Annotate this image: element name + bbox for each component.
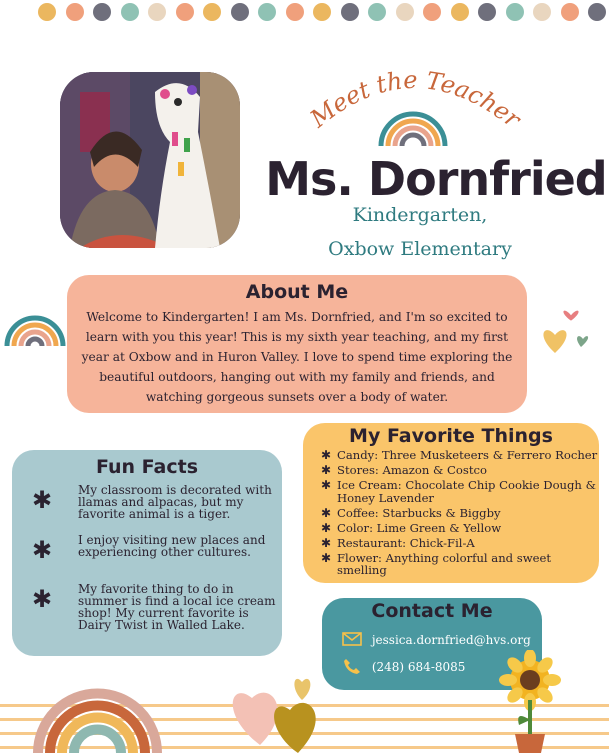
- teacher-name: Ms. Dornfried: [265, 152, 607, 206]
- fun-fact-text: My favorite thing to do in summer is find a local ice cream shop! My current favorite is Dairy Twist in Walled Lake.: [78, 582, 276, 632]
- contact-phone-row: [342, 658, 465, 674]
- list-item: ✱ Color: Lime Green & Yellow: [321, 520, 502, 535]
- decorative-dot: [313, 3, 331, 21]
- fun-fact-item: [32, 534, 272, 570]
- contact-heading: Contact Me: [371, 600, 493, 622]
- meet-text: Meet the Teacher: [304, 65, 526, 134]
- small-rainbow-icon: [381, 114, 445, 146]
- sunflower-icon: [495, 650, 565, 753]
- fun-fact-text: My classroom is decorated with llamas and alpacas, but my favorite animal is a tiger.: [78, 483, 272, 521]
- grade-label: Kindergarten,: [352, 204, 488, 226]
- decorative-dot: [368, 3, 386, 21]
- list-item: ✱ Candy: Three Musketeers & Ferrero Rocher: [321, 448, 598, 462]
- decorative-dot: [478, 3, 496, 21]
- favorite-things-heading: My Favorite Things: [349, 425, 553, 447]
- decorative-dot: [286, 3, 304, 21]
- list-item: ✱ Flower: Anything colorful and sweet smelling: [321, 550, 552, 577]
- decorative-dot: [258, 3, 276, 21]
- bottom-hearts-icon: [210, 660, 340, 753]
- school-label: Oxbow Elementary: [328, 238, 512, 260]
- list-item: ✱ Restaurant: Chick-Fil-A: [321, 535, 475, 550]
- fun-facts-card: [12, 450, 282, 656]
- asterisk-icon: ✱: [32, 585, 53, 613]
- decorative-dot: [38, 3, 56, 21]
- favorite-things-card: [303, 423, 599, 583]
- asterisk-icon: ✱: [32, 486, 53, 514]
- decorative-dot: [423, 3, 441, 21]
- decorative-dot: [396, 3, 414, 21]
- decorative-dot: [231, 3, 249, 21]
- email-link[interactable]: jessica.dornfried@hvs.org: [371, 633, 531, 647]
- list-item: ✱ Coffee: Starbucks & Biggby: [321, 505, 501, 520]
- decorative-dot: [533, 3, 551, 21]
- asterisk-icon: ✱: [321, 448, 332, 462]
- decorative-dot: [176, 3, 194, 21]
- decorative-dot: [588, 3, 606, 21]
- contact-email-row: [342, 632, 531, 647]
- decorative-dot: [341, 3, 359, 21]
- fun-facts-heading: Fun Facts: [95, 456, 199, 478]
- decorative-dot: [506, 3, 524, 21]
- favorite-things-list: [321, 449, 599, 577]
- asterisk-icon: ✱: [321, 478, 332, 492]
- rainbow-icon: [4, 308, 66, 348]
- list-item: ✱ Ice Cream: Chocolate Chip Cookie Dough & Honey Lavender: [321, 478, 596, 505]
- phone-number[interactable]: (248) 684-8085: [371, 660, 466, 674]
- svg-text:Meet the Teacher: [304, 66, 527, 134]
- decorative-dot: [66, 3, 84, 21]
- fun-fact-item: [32, 582, 276, 643]
- teacher-photo: [60, 72, 240, 248]
- asterisk-icon: ✱: [321, 505, 332, 520]
- asterisk-icon: ✱: [321, 463, 332, 477]
- fun-fact-text: I enjoy visiting new places and experiencing other cultures.: [78, 533, 266, 559]
- asterisk-icon: ✱: [321, 520, 332, 535]
- decorative-dot: [121, 3, 139, 21]
- large-rainbow-icon: [30, 683, 165, 753]
- phone-icon: [342, 658, 362, 674]
- list-item: ✱ Stores: Amazon & Costco: [321, 463, 487, 477]
- decorative-dot: [451, 3, 469, 21]
- hearts-icon: [535, 305, 600, 360]
- fun-fact-item: [32, 484, 272, 524]
- asterisk-icon: ✱: [32, 536, 53, 564]
- about-me-card: [67, 275, 527, 413]
- decorative-dot: [561, 3, 579, 21]
- about-me-body: Welcome to Kindergarten! I am Ms. Dornfried, and I'm so excited to learn with you this year! This is my sixth year teaching, and my first year at Oxbow and in Huron Valley. I love to spend time exploring the beautiful outdoors, hanging out with my family and friends, and watching gorgeous sunsets over a body of water.: [81, 310, 513, 404]
- meet-the-teacher-heading: [288, 58, 538, 148]
- asterisk-icon: ✱: [321, 550, 332, 565]
- decorative-dot: [148, 3, 166, 21]
- decorative-dot: [93, 3, 111, 21]
- decorative-dot: [203, 3, 221, 21]
- asterisk-icon: ✱: [321, 535, 332, 550]
- about-me-heading: About Me: [245, 281, 349, 303]
- envelope-icon: [342, 632, 362, 646]
